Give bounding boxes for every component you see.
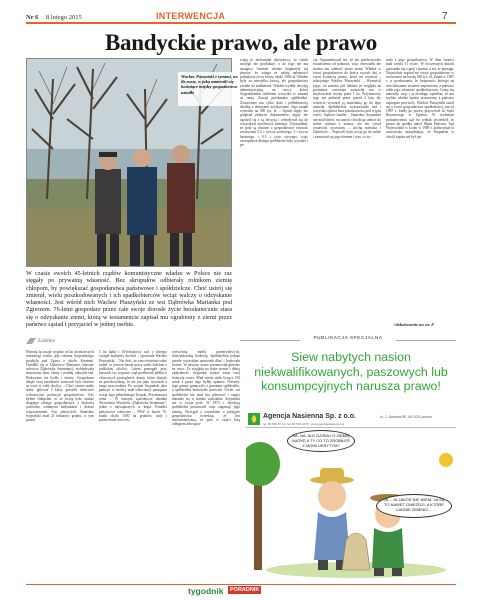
- photo-caption: Wacław Paszyński z synami, na ile ruszy, w jaką zamienili się kosiniące między gospodarstwo uziadło: [178, 72, 244, 106]
- article-column-2: 5 ha łąnki i 16-hektarowy sad, z którego czerpał najlepszy dochód – opowiada Wacław Ptaszyński. – Nie dość, że sam rówieśnie sobie radził, to jeszcze dawał pracę wielu ludziom z pobliskiej okolicy. Latem pomagali przy żniwach czy wypasie, stąd przebierali jabłka w ofiarowych pieniądzach domu, które służyły za przechowalnię. Ja też już jako wyrostek u niego pracowałem. Po wojnie Szypański jako pamięci w okolicy miał trakwizacji pamiętam wciąż tego pełnoletnego Urzędu. Przymusowa renta – W naszym sąsiedztwie działała Wytwórnia Wyrobów „Dąbrówka Strumiany”, jedna z największych w kraju. Ponadto państwowe rolnictwo – PSW w latach 70. miała około 1000 ha gruntów, sady i przetwórnie owoców,: [99, 350, 167, 422]
- agency-address: ul. J. Dekana 6E, 64-100 Leszno: [380, 415, 433, 419]
- special-publication-label: PUBLIKACJA SPECJALNA: [300, 336, 396, 341]
- section-label: INTERWENCJA: [156, 11, 256, 22]
- region-marker-icon: [26, 338, 36, 344]
- article-column-6: stało z jego gospodarstwa. W dniu śmierci miał wiejki 51 owiec. W ówczesnych dniach ujawniało się z gnój i ziemia, a mi, że pomaga. Notarialnie zapisał mi swoje gospodarstwo w rozliczeniu na kwotę 500 tys. zł. Zmarł w 1987 r. w przekonaniu, że bezprawie, którego na nim dokonano zostanie naprawione, a państwo odda jego własność spadkobiercom. Czasy się zmieniły, więc i ja niedługo sądziłem, że mu szybko władze będzie uczuwiony, a państwo zapragnie przywróć. Wacław Ptaszyński starał się o zwrot gospodarstwa spadkodawcy już od 1987 r., kiedy po pozew przywrócił do Sądu Rejonowego w Zgierzu. W wydanym postanowieniu sąd ów jednak stwierdził, że prawa do spadku nabył Skarb Państwa. Sąd Wojewódzki w Łodzi w 1989 r. podtrzymał to stanowisko uzasadniając, że Szypański w chwili zapisu nie był już: [386, 58, 454, 139]
- continuation-note: >dokończenie na str. 8: [393, 322, 434, 327]
- ad-rule: [246, 427, 456, 428]
- issue-date: 8 lutego 2015: [46, 14, 82, 21]
- footer-brand: tygodnik: [188, 586, 224, 596]
- speech-bubble-1: NA, NA, ALE DZISIAJ O ZIEMIĘ MATKĘ A TY CO TO ZROBIŁEŚ Z MOIM UKRYTYM?: [287, 430, 355, 452]
- agency-contact: tel. 65 529 67 12, fax 65 529 44 57, www.agencjanasienna.pl: [263, 422, 345, 426]
- header-rule: [26, 22, 456, 24]
- article-column-1: Historię tę zaczął wypada od lat dwudziestych minionego wieku, gdy rodzina Szypańskiego przybyła pod Zgierz z okolic Kierneni. Osiedlili się w Dąbrówce Mariance (obecnie sołectwo Dąbrówka Strumiany), wybudowała murowany dom, oborę i stodołę, założyła sad. Hodowano też bydło i świnie. Gospodarze dzięki swej zaradności stanowili byli wkrótce za wzór w całej okolicy. – Choć ziemie miały słabe, głównie 5 klasy, potrafili właściwie wykorzystać potencjał gospodarstwa. Gdy byłem chłopcem, to ze swoją było szukać drugiego takiego gospodarstwa, z hodowlą połowem, solidnymi budynkami i dobrze wyposażeniem. Syn założycieli, Stanisław Szypański miał 21 hektarów gruntu, w tym ponad: [26, 350, 94, 422]
- region-byline: Łódzkie: [38, 338, 56, 344]
- issue-number: Nr 6: [26, 14, 39, 21]
- page-number: 7: [442, 11, 448, 22]
- speech-bubble-2: JA... JA JAKOŚ NIE WIEM, JA SĄ TO NAWET GNIEŹDZI, A KTÓRE ŁADNIE ZMIENIĆ...: [376, 494, 452, 518]
- agency-logo-icon: [248, 413, 260, 425]
- footer-rule: [26, 584, 456, 585]
- footer-brand-tag: PORADNIK: [230, 587, 260, 593]
- article-lead: W czasie swoich 45-letnich rządów komunistyczne władze w Polsce nie raz sięgały po prywatną własność. Bez skrupułów odbierały rolnikom ziemię chłopom, by powiększać gospodarstwa państwowe i spółdzielcze. Choć ustrój się zmienił, wielu poszkodowanych i ich spadkobierców wciąż walczy o odzyskanie własności. Jest wśród nich Wacław Ptaszyński ze wsi Dąbrówka Marianka pod Zgierzem. 76-letni gospodarz przez całe swoje dorosłe życie bezskutecznie stara się o odzyskanie ziemi, którą w testamencie zapisał mu ograbiony z ziemi przez państwo sąsiad i przyjaciel w jednej osobie.: [26, 270, 232, 329]
- agency-name: Agencja Nasienna Sp. z o.o.: [263, 413, 356, 420]
- article-column-5: cia. Argumentował też, że nie przeliczywało świadczenia od państwa, więc obywatelu nie można mu odebrać ziemi ziemi. Władze w zwrot gospodarstwa do końca swoich dni, o czym świadczą pisma, które mi zostawił – relacjonuje Wacław Ptaszyński. – Wymaścił żyjąc, że zamiast pół hektara ze względu na posiadane zwierzęta zostawiła mu w użytkowanie trochę pond 1 ha. Przymusowy tego zaś pobierał przez ponad 2 lata, ale wrzeście wyrzucił ją materialną go do tego zmusiła. Spółdzielnia wykorzystała sad i wszystko oprócz łasu przeznaczono pod wypas owiec. Sądowe batalie – Stanisław Szypański nie miał dzieci, na starość chciała go zabrać do siebie rodzina z miasta, ale nie chciał zostawiać ojcowizny – trochę mieszka i Dąbrówce. – Poprosił, bym wciąż go do siebie i zamawiał się jego domem i tym, co zo-: [313, 58, 381, 139]
- article-headline: Bandyckie prawo, ale prawo: [104, 30, 378, 55]
- ad-headline: Siew nabytych nasion niekwalifikowanych, paszowych lub konsumpcyjnych narusza prawo!: [254, 350, 448, 393]
- article-column-3: wytwórnię mebli przemysłowych, doświadczalną hodowlę. Spółdzielnia jednak przede wszystkim sprawiała dbać i hodowała świnie. W naszym czasie postanowiła głównie na owoc. Ze względu na słabe ziemie i dobrą opłacalność, Szypańsk zyskać zaraz swój hodowlę owiec. Miał wtedy stado liczące 150 sztuk a przez tego byłby opanow. Niestety, jego grunty graniczyły z gruntami spółdzielni, a spółdzielni brakowało pastwisk. Owiec zaś spółdzielni nie miał kto pilnować i często marnuło się w stadzie sąsiedzkie. Szypański nie w swoje pole. W 1975 r. dyrekcję spółdzielni postanowił więc zagarnąć jego ziemię. Wystąpił z wnioskiem o przejęcie gospodarstwa twierdząc, że jest niezorientowaną, że pola w części leżą odłogiem albo upra-: [172, 350, 240, 427]
- article-column-4: wiają je niefornalni dzierżawcy, że rolnik niczego nie produkuje, a do tego nie ma następcy. Gminne władze dopatrzyły się jeszcze, że zalega ze spłatą należności podatkowych na kwotę około 1000 zł. Władze były za niewielka kwotą, ale gospodarstwo zostało na zadłużenie. Władze wydały decyzję administracyjną, na mocy której Szypańskiemu odebrano wszystko w zamian za rentę. Zarząd przekazano spółdzielni. Zostawiono mu tylko dom i półhektarową działkę z drzewami użytkowanie. Jego maják wynosiła na 500 tys. zł. – Sąsiad nigdy nie podpisał żadnych dokumentów, nigdy nie zgodził się z tą decyzją i odwoływał się do wszystkich możliwych instancji. Udowadniał, że pola są obsiane a gospodarstwo rolniczo zostawiano 0,5 c żywca wołowego, 2 t żywca baraniego i 0,5 t ryżu owczego, więc oszczędowa dlatego spółdzielni były wysokie i pa-: [240, 58, 308, 147]
